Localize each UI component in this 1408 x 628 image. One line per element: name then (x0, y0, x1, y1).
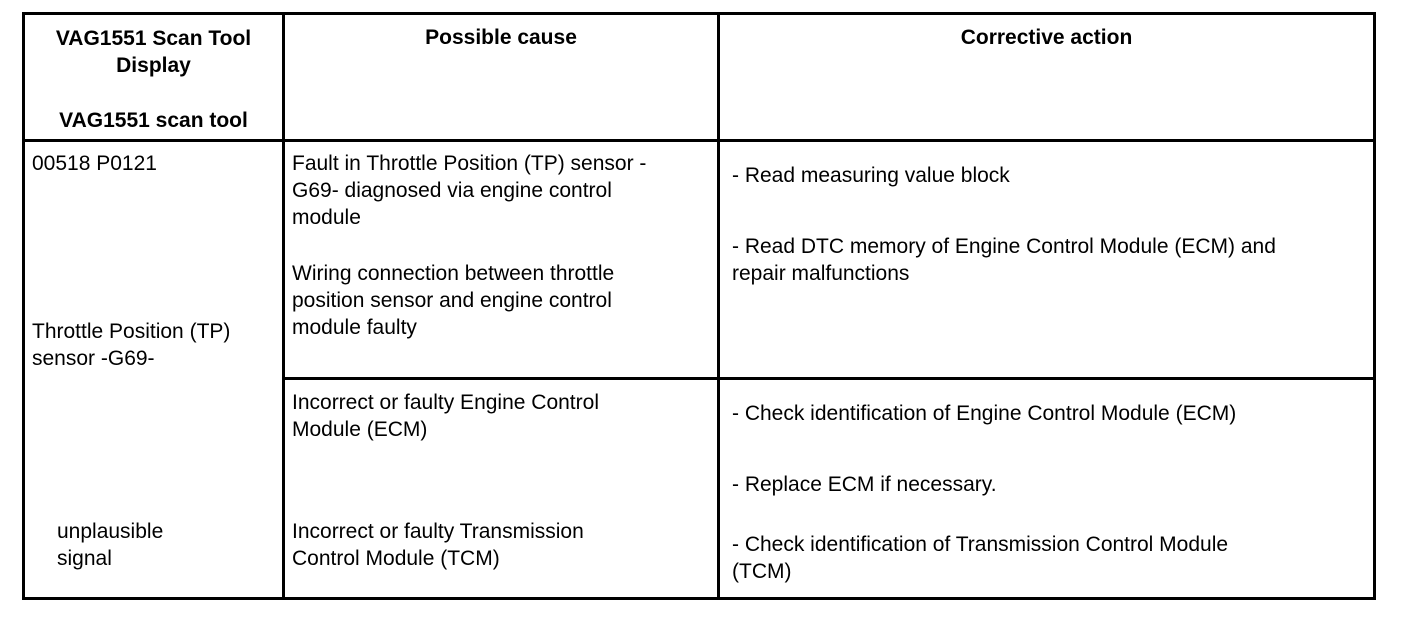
action-1: - Read measuring value block (732, 164, 1010, 187)
action-5-line2: (TCM) (732, 560, 792, 583)
cause-2-line2: position sensor and engine control (292, 289, 612, 312)
header-col1-line3: VAG1551 scan tool (59, 109, 248, 132)
action-2-line1: - Read DTC memory of Engine Control Module (ECM) and (732, 235, 1276, 258)
action-2-line2: repair malfunctions (732, 262, 910, 285)
column-divider-2 (717, 12, 720, 600)
cause-3-line1: Incorrect or faulty Engine Control (292, 391, 599, 414)
cause-1-line3: module (292, 206, 361, 229)
action-5-line1: - Check identification of Transmission Control Module (732, 533, 1229, 556)
cause-2-line1: Wiring connection between throttle (292, 262, 615, 285)
fault-status-line2: signal (57, 547, 112, 570)
diagnostic-table (22, 12, 1376, 600)
header-col2: Possible cause (425, 26, 577, 49)
header-divider (22, 139, 1376, 142)
dtc-code: 00518 P0121 (32, 152, 157, 175)
cause-4-line2: Control Module (TCM) (292, 547, 500, 570)
header-col1-line2: Display (116, 54, 191, 77)
component-name-line2: sensor -G69- (32, 347, 155, 370)
fault-status-line1: unplausible (57, 520, 164, 543)
header-col1-line1: VAG1551 Scan Tool (55, 27, 252, 50)
header-col3: Corrective action (960, 26, 1133, 49)
cause-3-line2: Module (ECM) (292, 418, 428, 441)
action-3: - Check identification of Engine Control Module (ECM) (732, 402, 1237, 425)
cause-1-line2: G69- diagnosed via engine control (292, 179, 612, 202)
action-4: - Replace ECM if necessary. (732, 473, 997, 496)
cause-4-line1: Incorrect or faulty Transmission (292, 520, 584, 543)
component-name-line1: Throttle Position (TP) (32, 320, 231, 343)
cause-2-line3: module faulty (292, 316, 417, 339)
cause-1-line1: Fault in Throttle Position (TP) sensor - (292, 152, 647, 175)
column-divider-1 (282, 12, 285, 600)
row-divider (282, 377, 1376, 380)
